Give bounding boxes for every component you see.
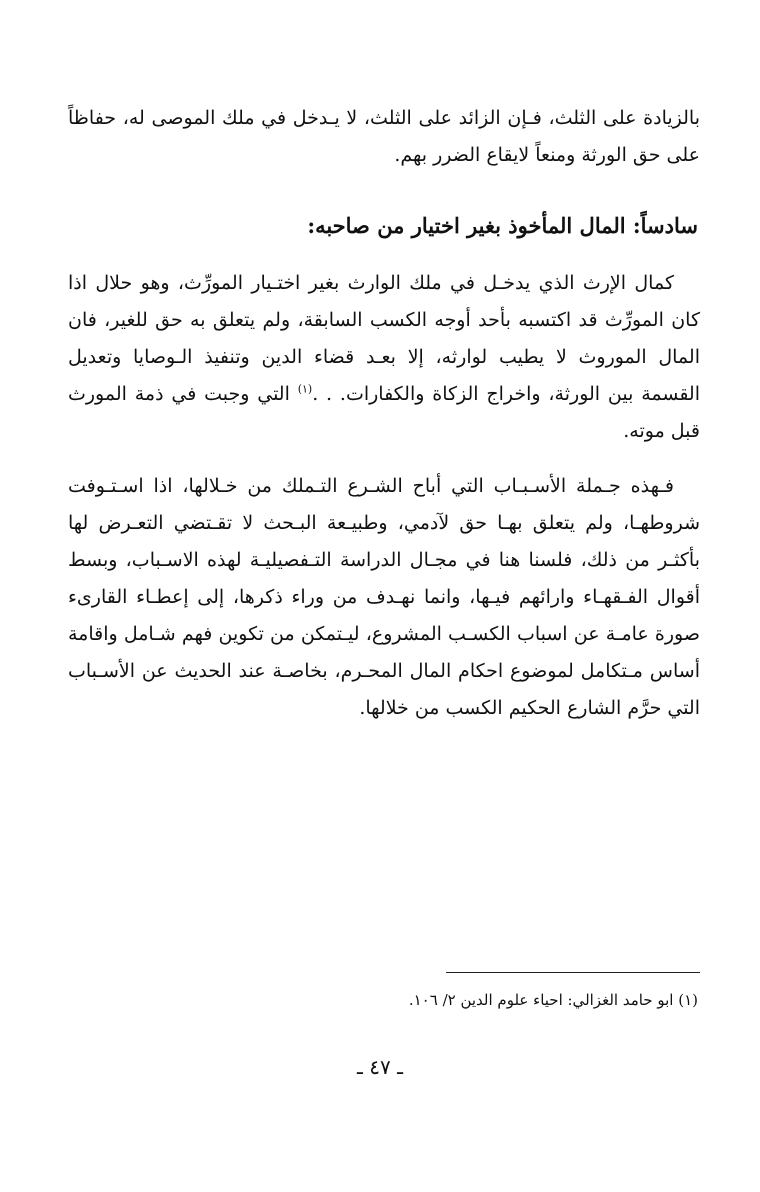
intro-paragraph: بالزيادة على الثلث، فـإن الزائد على الثلث، لا يـدخل في ملك الموصى له، حفاظاً على حق الورثة ومنعاً لايقاع الضرر بهم.: [68, 107, 700, 166]
footnote: [409, 986, 698, 1014]
footnote-marker: (١): [678, 991, 698, 1009]
summary-paragraph: فـهذه جـملة الأسـبـاب التي أباح الشـرع التـملك من خـلالها، اذا اسـتـوفت شروطهـا، ولم يتعلق بهـا حق لآدمي، وطبيـعة البـحث لا تقـتضي التعـرض لها بأكثـر من ذلك، فلسنا هنا في مجـال الدراسة التـفصيليـة لهذه الاسـباب، وبسط أقوال الفـقهـاء وارائهم فيـها، وانما نهـدف من وراء ذكرها، إلى إعطـاء القارىء صورة عامـة عن اسباب الكسـب المشروع، ليـتمكن من تكوين فهم شـامل واقامة أساس مـتكامل لموضوع احكام المال المحـرم، بخاصـة عند الحديث عن الأسـباب التي حرَّم الشارع الحكيم الكسب من خلالها.: [68, 475, 700, 719]
section-heading: سادساً: المال المأخوذ بغير اختيار من صاحبه:: [307, 213, 698, 238]
page-number: ـ ٤٧ ـ: [357, 1055, 403, 1079]
inheritance-text-before-note: كمال الإرث الذي يدخـل في ملك الوارث بغير اختـيار المورِّث، وهو حلال اذا كان المورِّث قد اكتسبه بأحد أوجه الكسب السابقة، ولم يتعلق به حق للغير، فان المال الموروث لا يطيب لوارثه، إلا بعـد قضاء الدين وتنفيذ الـوصايا وتعديل القسمة بين الورثة، واخراج الزكاة والكفارات. . .: [68, 272, 700, 405]
footnote-divider: [446, 972, 700, 973]
footnote-reference-marker: (١): [297, 382, 313, 396]
inheritance-paragraph: [68, 265, 700, 450]
inheritance-text-after-note: التي وجبت في ذمة المورث قبل موته.: [68, 383, 700, 442]
footnote-text: ابو حامد الغزالي: احياء علوم الدين ٢/ ١٠٦.: [408, 991, 674, 1009]
